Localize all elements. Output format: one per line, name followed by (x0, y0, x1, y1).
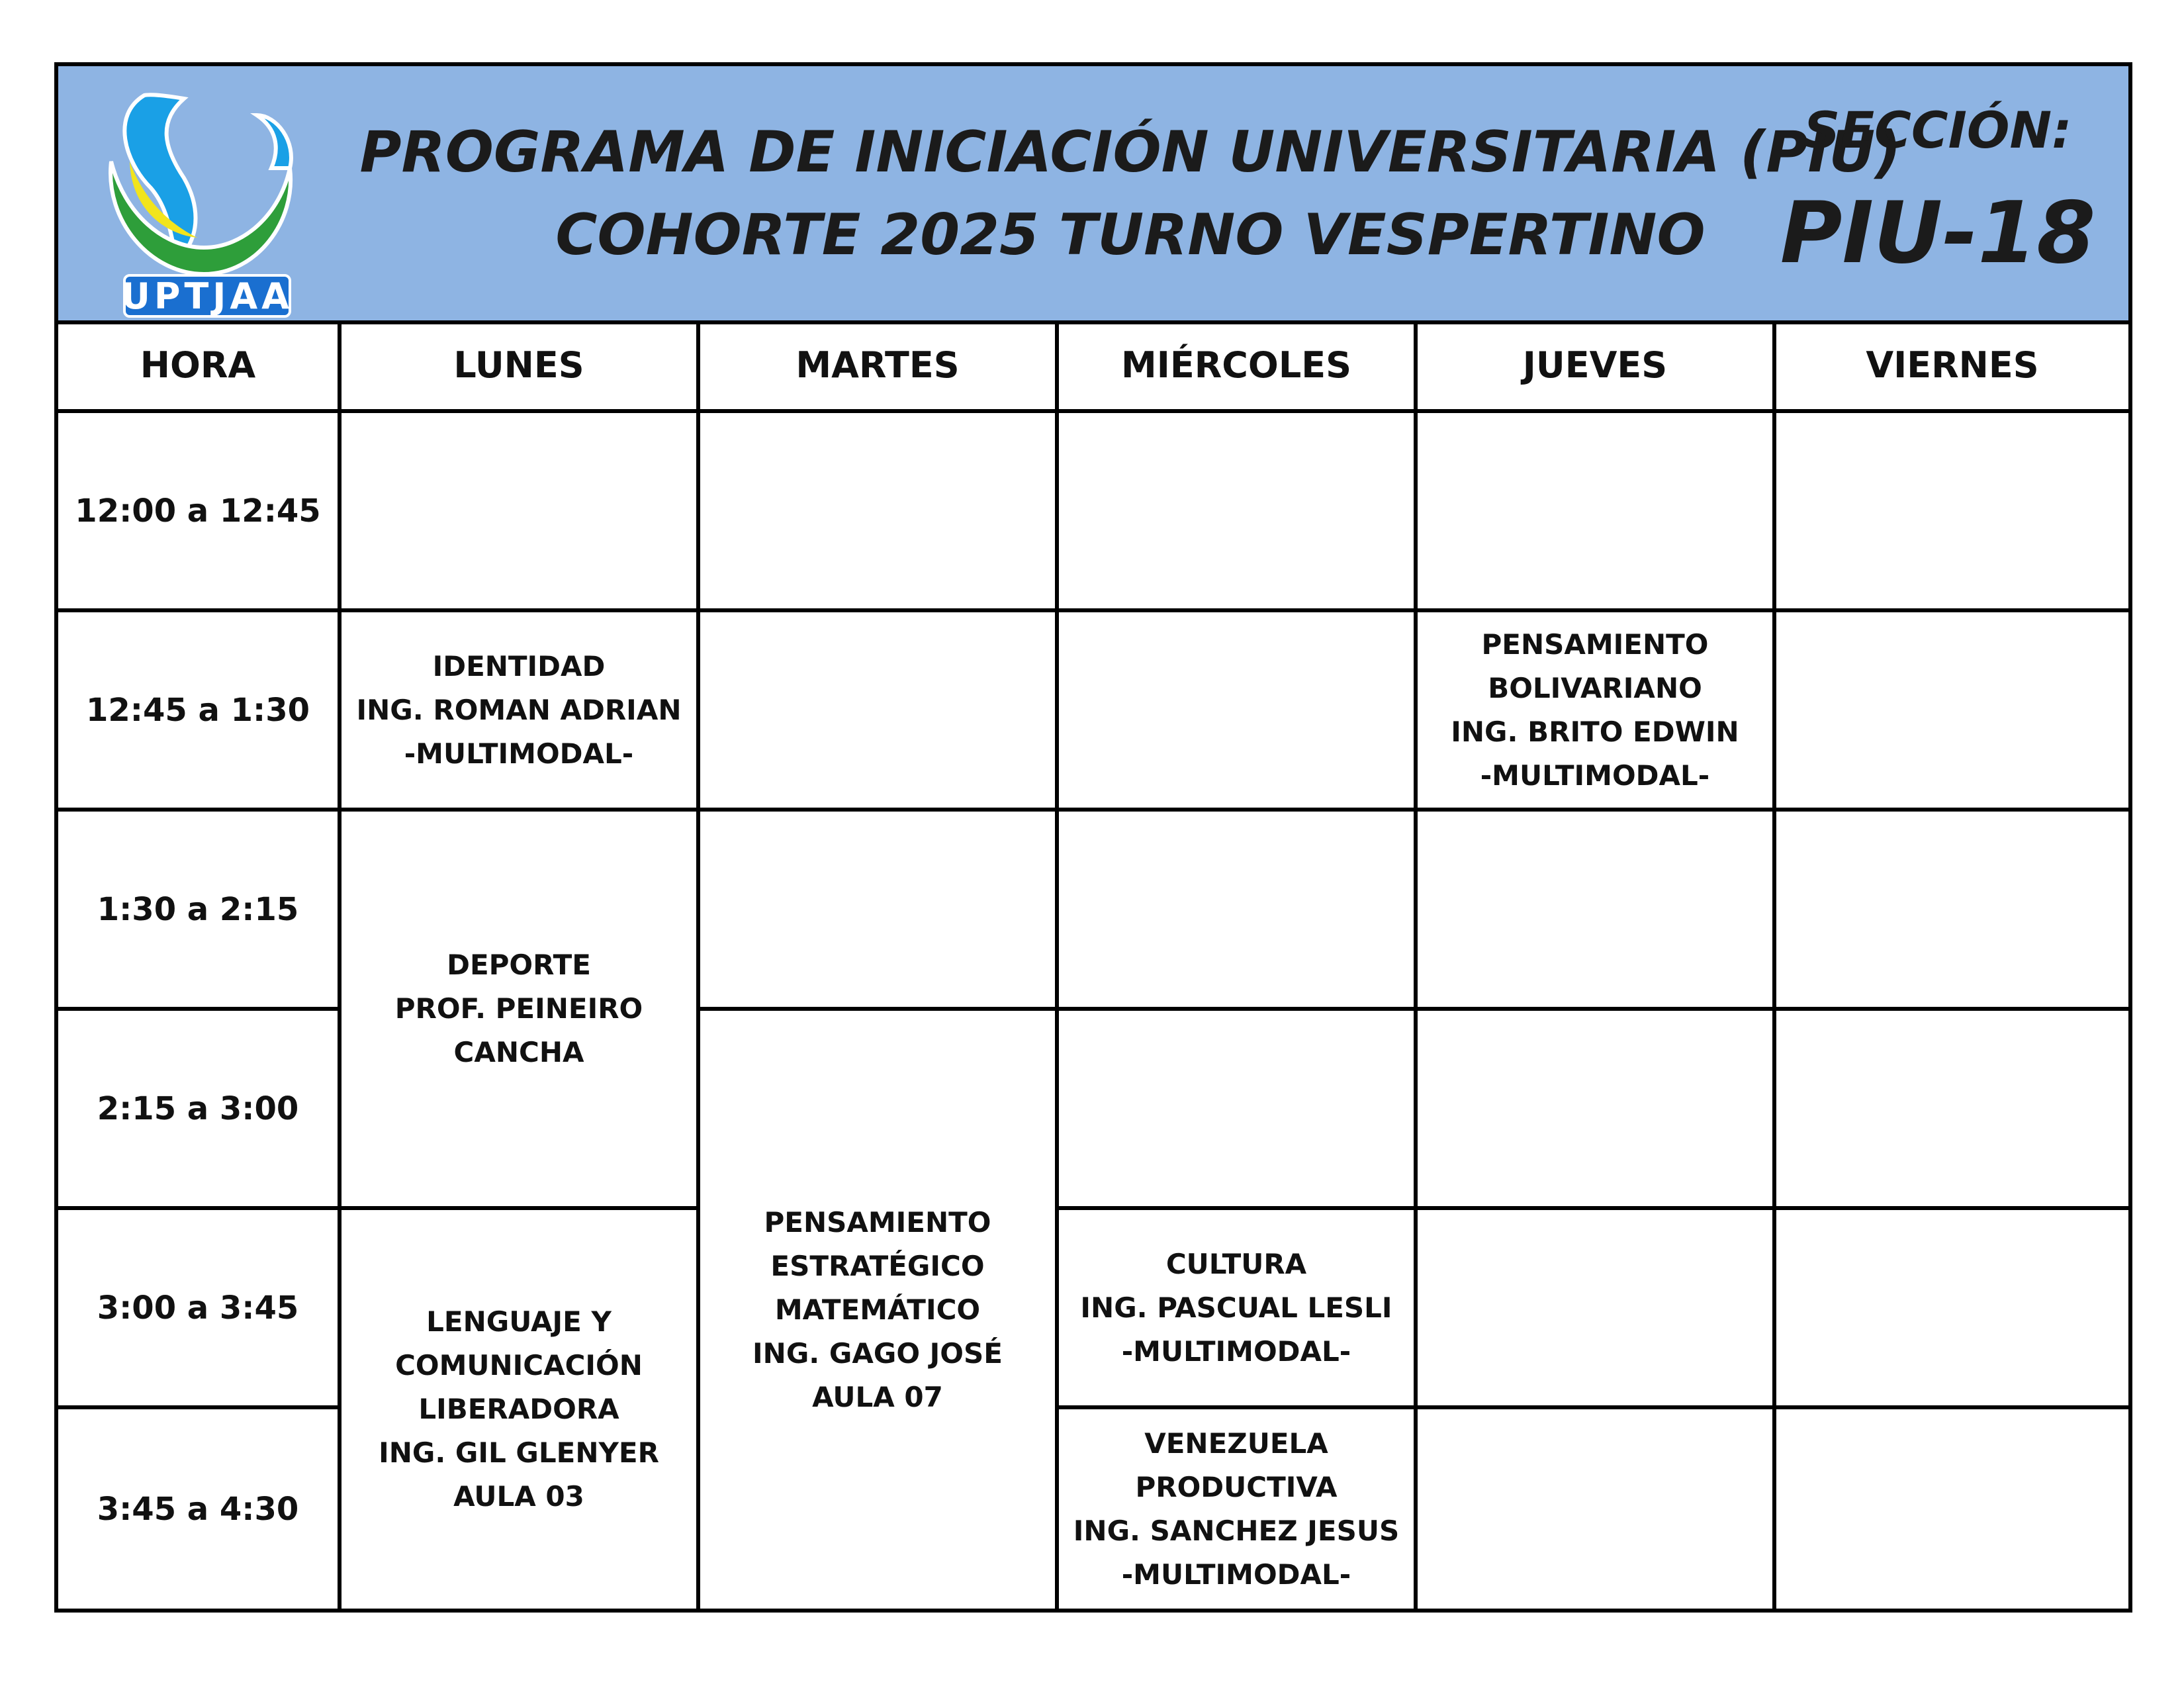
class-line: DEPORTE (447, 949, 591, 981)
class-line: LENGUAJE Y (426, 1305, 612, 1338)
column-header-jueves: JUEVES (1418, 320, 1776, 413)
empty-cell (1059, 413, 1418, 612)
hour-cell: 1:30 a 2:15 (58, 812, 341, 1011)
class-line: ING. PASCUAL LESLI (1080, 1291, 1392, 1324)
empty-cell (1776, 1011, 2128, 1210)
hour-cell: 12:00 a 12:45 (58, 413, 341, 612)
empty-cell (700, 612, 1059, 812)
column-header-hora: HORA (58, 320, 341, 413)
class-line: ING. SANCHEZ JESUS (1073, 1514, 1400, 1547)
class-line: LIBERADORA (418, 1393, 619, 1425)
section-label: SECCIÓN: (1803, 101, 2072, 160)
class-line: PRODUCTIVA (1135, 1470, 1338, 1503)
empty-cell (700, 413, 1059, 612)
empty-cell (700, 812, 1059, 1011)
section-code: PIU-18 (1780, 184, 2096, 283)
column-header-viernes: VIERNES (1776, 320, 2128, 413)
class-line: IDENTIDAD (432, 649, 606, 682)
class-line: MATEMÁTICO (774, 1293, 981, 1326)
empty-cell (1059, 812, 1418, 1011)
class-line: ING. GIL GLENYER (379, 1436, 659, 1469)
empty-cell (341, 413, 700, 612)
empty-cell (1418, 413, 1776, 612)
class-line: CULTURA (1165, 1247, 1307, 1280)
hour-cell: 3:45 a 4:30 (58, 1409, 341, 1609)
logo-text: UPTJAA (121, 275, 293, 317)
class-line: AULA 03 (453, 1480, 584, 1513)
hour-cell: 12:45 a 1:30 (58, 612, 341, 812)
empty-cell (1418, 1210, 1776, 1409)
class-cell-cultura (1059, 1210, 1418, 1409)
class-line: AULA 07 (812, 1380, 943, 1413)
class-line: -MULTIMODAL- (404, 737, 634, 770)
empty-cell (1059, 612, 1418, 812)
class-line: COMUNICACIÓN (395, 1349, 643, 1382)
class-cell-pensamiento-estrategico (700, 1011, 1059, 1609)
class-cell-pensamiento-bolivariano (1418, 612, 1776, 812)
hour-cell: 2:15 a 3:00 (58, 1011, 341, 1210)
class-cell-identidad (341, 612, 700, 812)
empty-cell (1776, 612, 2128, 812)
column-header-martes: MARTES (700, 320, 1059, 413)
class-line: VENEZUELA (1144, 1427, 1328, 1460)
column-header-lunes: LUNES (341, 320, 700, 413)
empty-cell (1776, 413, 2128, 612)
schedule-table (58, 320, 2128, 1609)
class-line: ING. ROMAN ADRIAN (356, 693, 682, 726)
class-line: ING. GAGO JOSÉ (752, 1336, 1003, 1370)
class-cell-venezuela-productiva (1059, 1409, 1418, 1609)
cohort-subtitle: COHORTE 2025 TURNO VESPERTINO (555, 202, 1706, 268)
class-cell-lenguaje (341, 1210, 700, 1609)
schedule-header (58, 66, 2128, 324)
class-line: -MULTIMODAL- (1480, 759, 1710, 792)
empty-cell (1418, 812, 1776, 1011)
empty-cell (1776, 1210, 2128, 1409)
empty-cell (1418, 1409, 1776, 1609)
class-line: -MULTIMODAL- (1121, 1558, 1351, 1591)
class-line: -MULTIMODAL- (1121, 1335, 1351, 1368)
uptjaa-logo (98, 69, 310, 320)
class-cell-deporte (341, 812, 700, 1210)
class-line: BOLIVARIANO (1488, 671, 1702, 704)
empty-cell (1418, 1011, 1776, 1210)
empty-cell (1059, 1011, 1418, 1210)
empty-cell (1776, 812, 2128, 1011)
class-line: ING. BRITO EDWIN (1451, 715, 1739, 748)
class-line: PENSAMIENTO (764, 1205, 991, 1239)
program-title: PROGRAMA DE INICIACIÓN UNIVERSITARIA (PIU) (359, 119, 1901, 185)
column-header-miercoles: MIÉRCOLES (1059, 320, 1418, 413)
class-line: PENSAMIENTO (1481, 628, 1709, 661)
hour-cell: 3:00 a 3:45 (58, 1210, 341, 1409)
class-line: CANCHA (453, 1036, 584, 1068)
class-line: PROF. PEINEIRO (394, 992, 643, 1025)
empty-cell (1776, 1409, 2128, 1609)
class-line: ESTRATÉGICO (770, 1249, 985, 1282)
schedule-sheet (54, 62, 2132, 1613)
